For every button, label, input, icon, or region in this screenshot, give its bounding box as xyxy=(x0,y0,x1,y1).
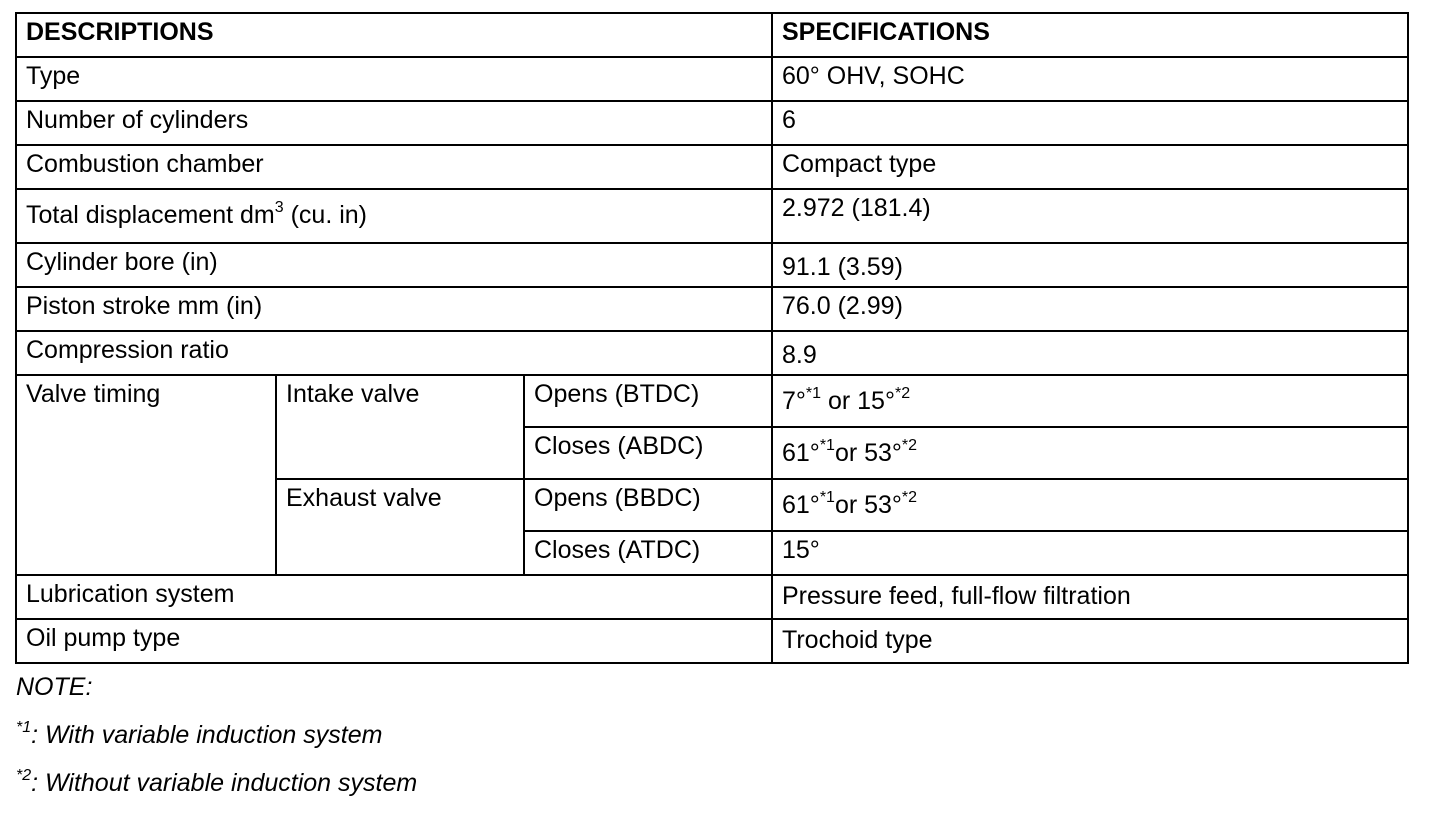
intake-valve-label: Intake valve xyxy=(276,375,524,479)
label-text: Total displacement dm xyxy=(26,201,275,229)
note-title: NOTE: xyxy=(16,673,93,701)
header-row xyxy=(16,13,1408,57)
value-text: or 15° xyxy=(821,387,895,415)
exhaust-valve-label: Exhaust valve xyxy=(276,479,524,575)
row-value xyxy=(772,375,1408,427)
superscript: *1 xyxy=(819,488,835,506)
value-text: 61° xyxy=(782,439,820,467)
superscript: *2 xyxy=(901,436,918,454)
timing-event-label: Closes (ATDC) xyxy=(524,531,772,575)
superscript: *2 xyxy=(894,384,911,402)
note-2 xyxy=(16,766,417,814)
note-text: : Without variable induction system xyxy=(31,769,418,797)
table-row xyxy=(16,243,1408,287)
superscript: *1 xyxy=(819,436,835,454)
table-row xyxy=(16,619,1408,663)
value-text: or 53° xyxy=(834,439,902,467)
row-label xyxy=(16,189,772,243)
superscript: *1 xyxy=(805,384,822,402)
engine-spec-table xyxy=(15,12,1409,664)
row-value: 76.0 (2.99) xyxy=(772,287,1408,331)
note-1 xyxy=(16,718,417,766)
timing-event-label: Opens (BBDC) xyxy=(524,479,772,531)
row-value: 6 xyxy=(772,101,1408,145)
label-text: (cu. in) xyxy=(283,201,367,229)
timing-event-label: Closes (ABDC) xyxy=(524,427,772,479)
note-marker: *2 xyxy=(16,766,32,784)
value-text: or 53° xyxy=(834,491,902,519)
value-text: 61° xyxy=(782,491,820,519)
row-value: 91.1 (3.59) xyxy=(772,243,1408,287)
value-text: 7° xyxy=(782,387,806,415)
row-value: Compact type xyxy=(772,145,1408,189)
superscript: *2 xyxy=(901,488,918,506)
row-value: 8.9 xyxy=(772,331,1408,375)
table-row xyxy=(16,145,1408,189)
specifications-header: SPECIFICATIONS xyxy=(772,13,1408,57)
row-label: Piston stroke mm (in) xyxy=(16,287,772,331)
superscript: 3 xyxy=(274,198,284,216)
row-value xyxy=(772,427,1408,479)
table-row xyxy=(16,101,1408,145)
descriptions-header: DESCRIPTIONS xyxy=(16,13,772,57)
row-label: Oil pump type xyxy=(16,619,772,663)
row-label: Cylinder bore (in) xyxy=(16,243,772,287)
row-label: Compression ratio xyxy=(16,331,772,375)
row-value: 2.972 (181.4) xyxy=(772,189,1408,243)
row-label: Combustion chamber xyxy=(16,145,772,189)
row-value xyxy=(772,479,1408,531)
row-value: 15° xyxy=(772,531,1408,575)
table-row xyxy=(16,287,1408,331)
row-label: Lubrication system xyxy=(16,575,772,619)
row-value: 60° OHV, SOHC xyxy=(772,57,1408,101)
table-row xyxy=(16,189,1408,243)
valve-timing-label: Valve timing xyxy=(16,375,276,575)
note-text: : With variable induction system xyxy=(31,721,383,749)
row-label: Type xyxy=(16,57,772,101)
row-value: Trochoid type xyxy=(772,619,1408,663)
note-marker: *1 xyxy=(16,718,32,736)
row-label: Number of cylinders xyxy=(16,101,772,145)
notes xyxy=(16,670,417,814)
table-row xyxy=(16,575,1408,619)
table-row xyxy=(16,57,1408,101)
row-value: Pressure feed, full-flow filtration xyxy=(772,575,1408,619)
table-row xyxy=(16,375,1408,427)
timing-event-label: Opens (BTDC) xyxy=(524,375,772,427)
table-row xyxy=(16,331,1408,375)
